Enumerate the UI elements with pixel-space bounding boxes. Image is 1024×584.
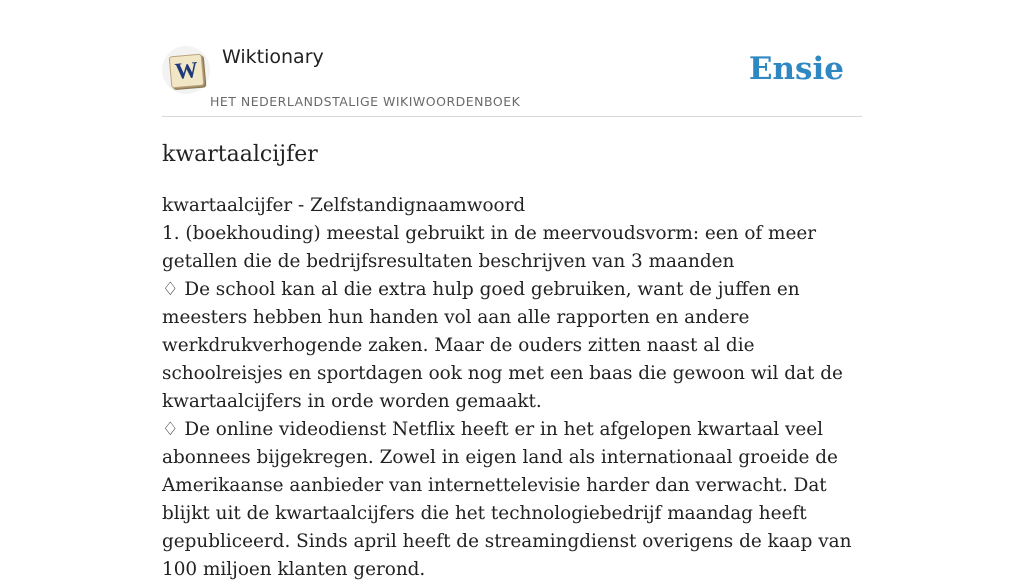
example-sentence: ♢ De online videodienst Netflix heeft er in het afgelopen kwartaal veel abonnees bijgekregen. Zowel in eigen land als internationaal groeide de Amerikaanse aanbieder van internettelevisie harder dan verwacht. Dat blijkt uit de kwartaalcijfers die het technologiebedrijf maandag heeft gepubliceerd. Sinds april heeft de streamingdienst overigens de kaap van 100 miljoen klanten gerond. xyxy=(162,419,852,580)
logo-tile: W xyxy=(169,54,205,89)
part-of-speech: kwartaalcijfer - Zelfstandignaamwoord xyxy=(162,195,526,216)
definition: 1. (boekhouding) meestal gebruikt in de meervoudsvorm: een of meer getallen die de bedrijfsresultaten beschrijven van 3 maanden xyxy=(162,223,817,272)
entry-content xyxy=(162,138,872,584)
header xyxy=(162,40,862,117)
site-tagline: HET NEDERLANDSTALIGE WIKIWOORDENBOEK xyxy=(210,94,521,109)
page-title: kwartaalcijfer xyxy=(162,142,318,167)
wiktionary-logo-icon[interactable] xyxy=(162,46,210,94)
example-sentence: ♢ De school kan al die extra hulp goed gebruiken, want de juffen en meesters hebben hun handen vol aan alle rapporten en andere werkdrukverhogende zaken. Maar de ouders zitten naast al die schoolreisjes en sportdagen ook nog met een baas die gewoon wil dat de kwartaalcijfers in orde worden gemaakt. xyxy=(162,279,843,412)
site-name[interactable]: Wiktionary xyxy=(222,46,324,68)
ensie-brand-logo[interactable]: Ensie xyxy=(748,51,844,87)
